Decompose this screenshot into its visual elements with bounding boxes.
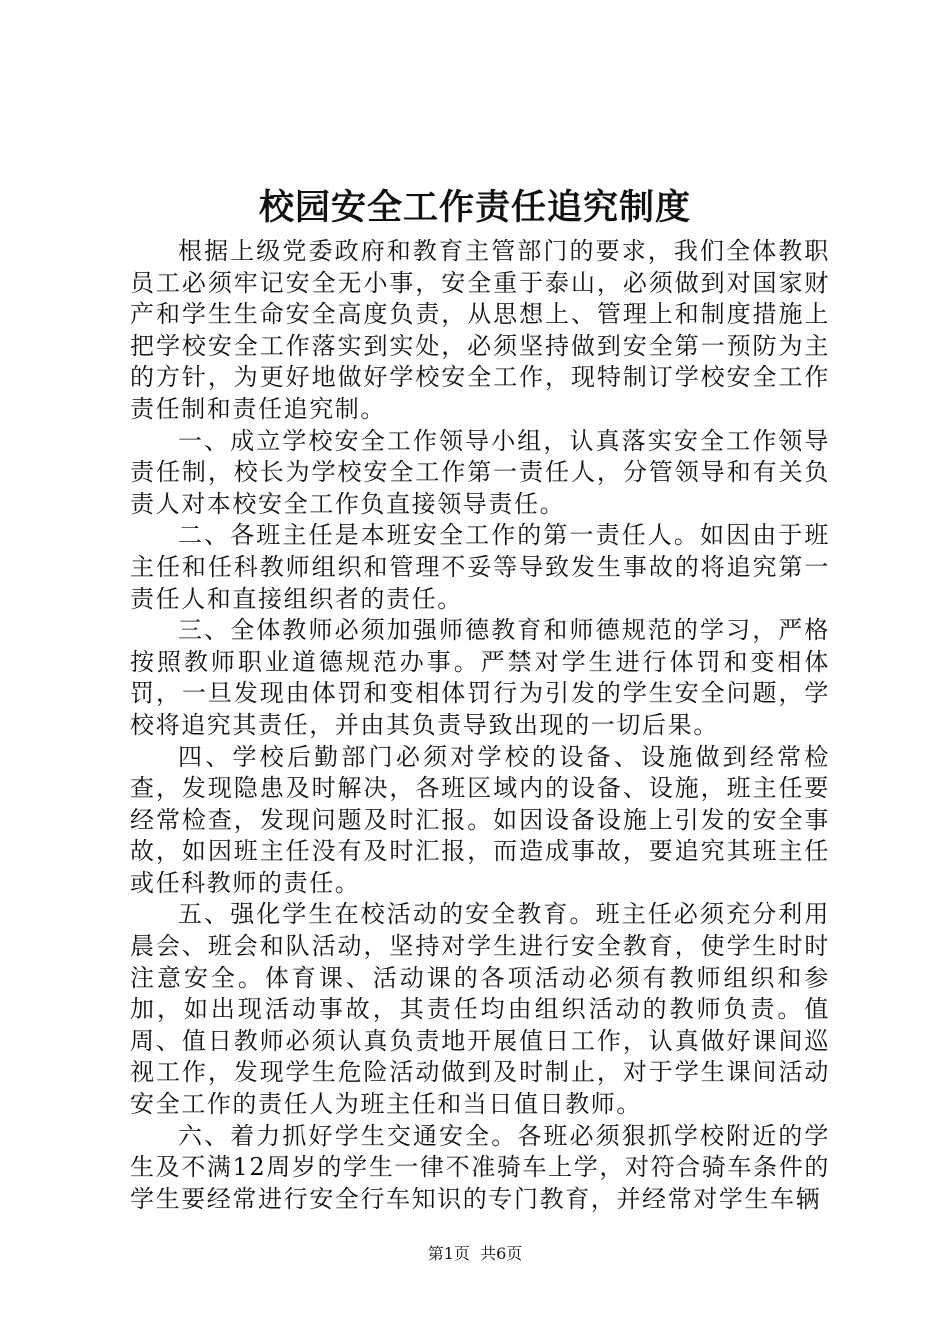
clause-paragraph-6: 六、着力抓好学生交通安全。各班必须狠抓学校附近的学生及不满12周岁的学生一律不准骑车上学，对符合骑车条件的学生要经常进行安全行车知识的专门教育，并经常对学生车辆 — [130, 1121, 830, 1213]
clause-paragraph-2: 二、各班主任是本班安全工作的第一责任人。如因由于班主任和任科教师组织和管理不妥等导致发生事故的将追究第一责任人和直接组织者的责任。 — [130, 521, 830, 613]
intro-paragraph: 根据上级党委政府和教育主管部门的要求，我们全体教职员工必须牢记安全无小事，安全重于泰山，必须做到对国家财产和学生生命安全高度负责，从思想上、管理上和制度措施上把学校安全工作落实到实处，必须坚持做到安全第一预防为主的方针，为更好地做好学校安全工作，现特制订学校安全工作责任制和责任追究制。 — [130, 237, 830, 423]
page-number: 第1页 共6页 — [427, 1244, 523, 1263]
clause-paragraph-1: 一、成立学校安全工作领导小组，认真落实安全工作领导责任制，校长为学校安全工作第一责任人，分管领导和有关负责人对本校安全工作负直接领导责任。 — [130, 426, 830, 518]
document-title: 校园安全工作责任追究制度 — [258, 187, 691, 228]
page-footer — [0, 1243, 950, 1265]
clause-paragraph-4: 四、学校后勤部门必须对学校的设备、设施做到经常检查，发现隐患及时解决，各班区域内的设备、设施，班主任要经常检查，发现问题及时汇报。如因设备设施上引发的安全事故，如因班主任没有及时汇报，而造成事故，要追究其班主任或任科教师的责任。 — [130, 742, 830, 897]
clause-paragraph-5: 五、强化学生在校活动的安全教育。班主任必须充分利用晨会、班会和队活动，坚持对学生进行安全教育，使学生时时注意安全。体育课、活动课的各项活动必须有教师组织和参加，如出现活动事故，其责任均由组织活动的教师负责。值周、值日教师必须认真负责地开展值日工作，认真做好课间巡视工作，发现学生危险活动做到及时制止，对于学生课间活动安全工作的责任人为班主任和当日值日教师。 — [130, 900, 830, 1119]
clause-paragraph-3: 三、全体教师必须加强师德教育和师德规范的学习，严格按照教师职业道德规范办事。严禁对学生进行体罚和变相体罚，一旦发现由体罚和变相体罚行为引发的学生安全问题，学校将追究其责任，并由其负责导致出现的一切后果。 — [130, 616, 830, 739]
document-body — [130, 236, 830, 1215]
